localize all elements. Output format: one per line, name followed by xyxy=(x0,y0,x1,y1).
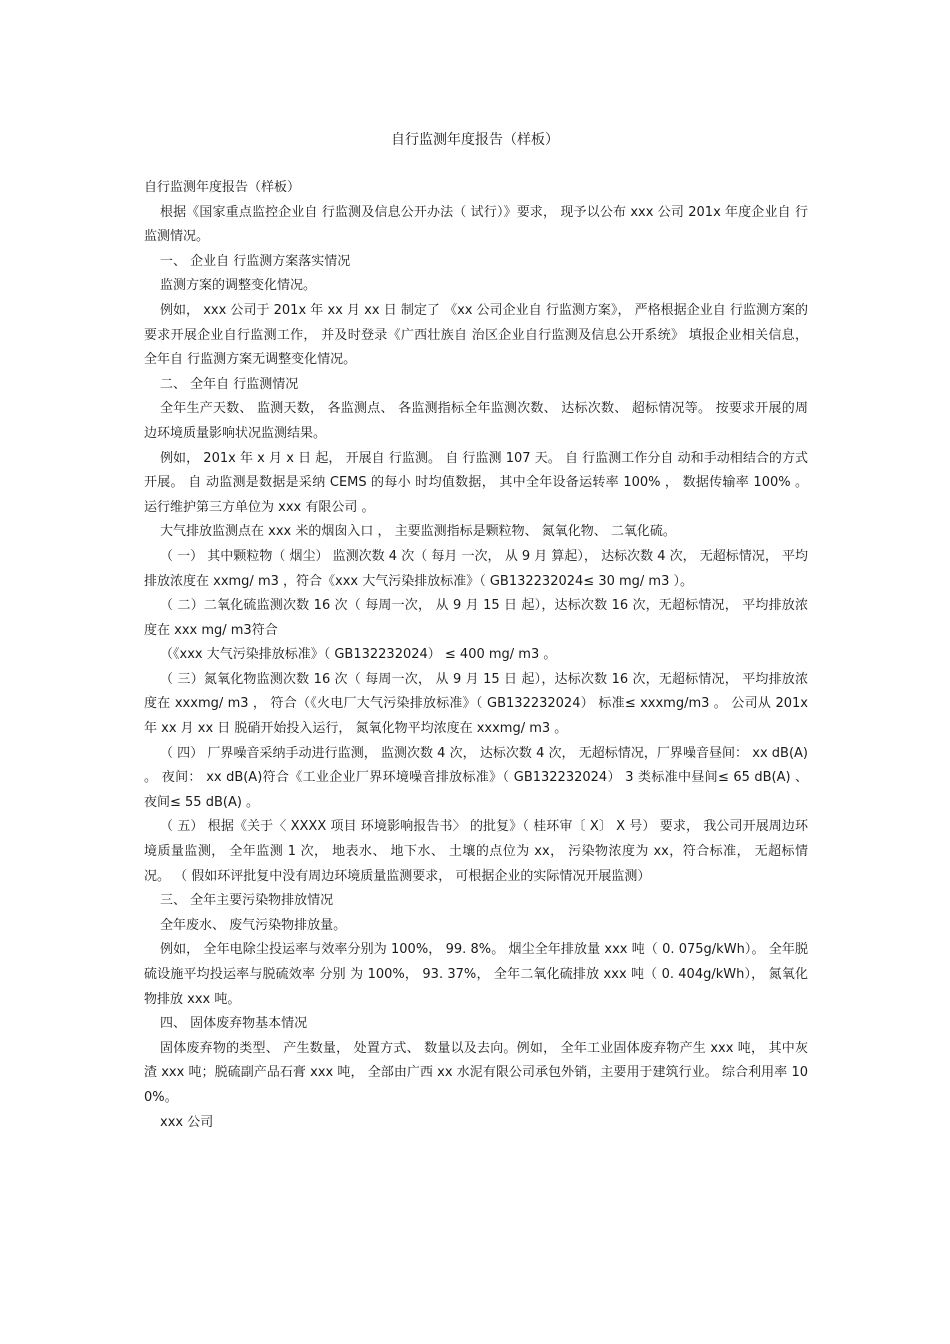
paragraph: 三、 全年主要污染物排放情况 xyxy=(160,893,334,909)
paragraph: （ 五） 根据《关于〈 XXXX 项目 环境影响报告书〉 的批复》（ 桂环审〔 X〕 X 号） 要求， 我公司开展周边环境质量监测， 全年监测 1 次， 地表水、 地下水、 土壤的点位为 xx， 污染物浓度为 xx，符合标准， 无超标情况。 （ 假如环评批复中没有周边环境质量监测要求， 可根据企业的实际情况开展监测） xyxy=(144,819,808,884)
paragraph: （ 二）二氧化硫监测次数 16 次（ 每周一次， 从 9 月 15 日 起），达标次数 16 次，无超标情况， 平均排放浓度在 xxx mg/ m3符合 xyxy=(144,598,808,638)
paragraph: 例如， xxx 公司于 201x 年 xx 月 xx 日 制定了 《xx 公司企业自 行监测方案》， 严格根据企业自 行监测方案的要求开展企业自行监测工作， 并及时登录《广西壮族自 治区企业自行监测及信息公开系统》 填报企业相关信息， 全年自 行监测方案无调整变化情况。 xyxy=(144,302,808,368)
paragraph: （《xxx 大气污染排放标准》（ GB132232024） ≤ 400 mg/ m3 。 xyxy=(160,647,557,663)
paragraph: 监测方案的调整变化情况。 xyxy=(160,278,317,294)
paragraph: 固体废弃物的类型、 产生数量， 处置方式、 数量以及去向。例如， 全年工业固体废弃物产生 xxx 吨， 其中灰渣 xxx 吨；脱硫副产品石膏 xxx 吨， 全部由广西 xx 水泥有限公司承包外销，主要用于建筑行业。 综合利用率 100%。 xyxy=(144,1040,808,1105)
paragraph: 全年废水、 废气污染物排放量。 xyxy=(160,917,347,933)
document-body xyxy=(144,176,808,1135)
paragraph: （ 四） 厂界噪音采纳手动进行监测， 监测次数 4 次， 达标次数 4 次， 无超标情况，厂界噪音昼间： xx dB(A) 。 夜间： xx dB(A)符合《工业企业厂界环境噪音排放标准》（ GB132232024） 3 类标准中昼间≤ 65 dB(A) 、 夜间≤ 55 dB(A) 。 xyxy=(144,745,808,810)
paragraph: （ 三）氮氧化物监测次数 16 次（ 每周一次， 从 9 月 15 日 起），达标次数 16 次，无超标情况， 平均排放浓度在 xxxmg/ m3 ， 符合（《火电厂大气污染排放标准》（ GB132232024） 标准≤ xxxmg/m3 。 公司从 201x 年 xx 月 xx 日 脱硝开始投入运行， 氮氧化物平均浓度在 xxxmg/ m3 。 xyxy=(144,671,808,737)
paragraph: 自行监测年度报告（样板） xyxy=(144,180,301,195)
paragraph: 例如， 201x 年 x 月 x 日 起， 开展自 行监测。 自 行监测 107 天。 自 行监测工作分自 动和手动相结合的方式开展。 自 动监测是数据是采纳 CEMS 的每小 时均值数据， 其中全年设备运转率 100% ， 数据传输率 100% 。 运行维护第三方单位为 xxx 有限公司 。 xyxy=(144,450,808,515)
paragraph: 一、 企业自 行监测方案落实情况 xyxy=(160,253,351,269)
paragraph: xxx 公司 xyxy=(160,1114,214,1130)
paragraph: 全年生产天数、 监测天数， 各监测点、 各监测指标全年监测次数、 达标次数、 超标情况等。 按要求开展的周边环境质量影响状况监测结果。 xyxy=(144,401,808,441)
paragraph: 例如， 全年电除尘投运率与效率分别为 100%， 99. 8%。 烟尘全年排放量 xxx 吨（ 0. 075g/kWh）。 全年脱硫设施平均投运率与脱硫效率 分别 为 100%， 93. 37%， 全年二氧化硫排放 xxx 吨（ 0. 404g/kWh）， 氮氧化物排放 xxx 吨。 xyxy=(144,942,808,1007)
paragraph: 根据《国家重点监控企业自 行监测及信息公开办法（ 试行）》要求， 现予以公布 xxx 公司 201x 年度企业自 行监测情况。 xyxy=(144,204,808,245)
paragraph: 二、 全年自 行监测情况 xyxy=(160,376,299,392)
paragraph: 四、 固体废弃物基本情况 xyxy=(160,1016,308,1032)
page-title: 自行监测年度报告（样板） xyxy=(391,132,559,148)
paragraph: 大气排放监测点在 xxx 米的烟囱入口 ， 主要监测指标是颗粒物、 氮氧化物、 二氧化硫。 xyxy=(160,524,676,540)
paragraph: （ 一） 其中颗粒物（ 烟尘） 监测次数 4 次（ 每月 一次， 从 9 月 算起）， 达标次数 4 次， 无超标情况， 平均排放浓度在 xxmg/ m3 ，符合《xxx 大气污染排放标准》（ GB132232024≤ 30 mg/ m3 ）。 xyxy=(144,548,808,589)
